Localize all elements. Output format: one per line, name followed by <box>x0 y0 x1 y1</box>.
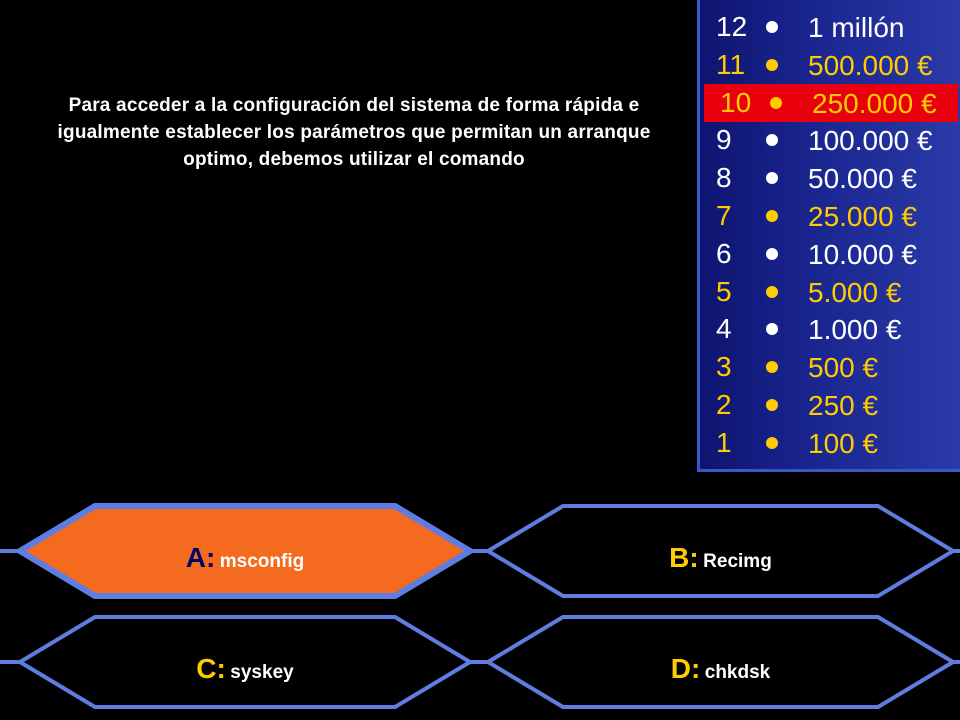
prize-dot-icon <box>766 134 778 146</box>
prize-dot-icon <box>766 248 778 260</box>
prize-dot-icon <box>766 399 778 411</box>
answer-d-text: chkdsk <box>704 662 771 683</box>
prize-rung-12 <box>700 8 960 46</box>
prize-amount: 1 millón <box>808 12 905 43</box>
prize-amount: 500.000 € <box>808 49 933 81</box>
answer-panel <box>0 496 960 720</box>
prize-level-number: 11 <box>716 48 746 80</box>
prize-rung-9 <box>700 121 960 159</box>
prize-level-number: 2 <box>716 389 732 420</box>
question-text: Para acceder a la configuración del sistema de forma rápida e igualmente establecer los parámetros que permitan un arranque optimo, debemos utilizar el comando <box>57 95 651 170</box>
answer-d[interactable] <box>563 649 878 689</box>
answer-a-letter: A: <box>185 542 216 573</box>
prize-amount: 5.000 € <box>808 276 902 308</box>
prize-level-number: 7 <box>716 200 732 231</box>
prize-dot-icon <box>766 59 778 71</box>
prize-dot-icon <box>766 323 778 335</box>
prize-level-number: 9 <box>716 124 732 156</box>
prize-rung-8 <box>700 159 960 197</box>
prize-rung-6 <box>700 235 960 273</box>
prize-dot-icon <box>766 172 778 184</box>
prize-dot-icon <box>766 210 778 222</box>
answer-b[interactable] <box>563 538 878 578</box>
prize-level-number: 12 <box>716 11 748 42</box>
prize-level-number: 4 <box>716 313 732 345</box>
prize-amount: 250 € <box>808 390 879 421</box>
answer-d-letter: D: <box>670 653 701 684</box>
prize-amount: 500 € <box>808 352 879 384</box>
prize-level-number: 3 <box>716 351 732 383</box>
prize-rung-7 <box>700 197 960 235</box>
prize-amount: 1.000 € <box>808 314 902 346</box>
answer-a[interactable] <box>95 538 395 578</box>
prize-amount: 100.000 € <box>808 125 933 157</box>
prize-rung-2 <box>700 386 960 424</box>
prize-level-number: 10 <box>720 86 752 118</box>
prize-rung-10 <box>704 84 958 122</box>
answer-b-letter: B: <box>669 542 699 573</box>
prize-dot-icon <box>770 97 782 109</box>
prize-dot-icon <box>766 286 778 298</box>
prize-level-number: 8 <box>716 162 732 194</box>
prize-rung-5 <box>700 273 960 311</box>
answer-b-text: Recimg <box>703 551 772 572</box>
prize-amount: 250.000 € <box>812 87 937 119</box>
prize-dot-icon <box>766 437 778 449</box>
answer-c-text: syskey <box>230 662 294 683</box>
prize-ladder <box>697 0 960 472</box>
prize-amount: 100 € <box>808 427 879 459</box>
prize-amount: 25.000 € <box>808 201 917 232</box>
answer-c[interactable] <box>95 649 395 689</box>
prize-dot-icon <box>766 21 778 33</box>
prize-rung-1 <box>700 424 960 462</box>
prize-rung-11 <box>700 46 960 84</box>
prize-rung-3 <box>700 348 960 386</box>
prize-level-number: 5 <box>716 275 732 307</box>
answer-a-text: msconfig <box>219 551 305 572</box>
prize-amount: 50.000 € <box>808 163 917 195</box>
prize-amount: 10.000 € <box>808 238 917 270</box>
prize-dot-icon <box>766 361 778 373</box>
answer-c-letter: C: <box>196 653 226 684</box>
prize-rung-4 <box>700 310 960 348</box>
prize-level-number: 6 <box>716 237 732 269</box>
prize-level-number: 1 <box>716 426 732 458</box>
